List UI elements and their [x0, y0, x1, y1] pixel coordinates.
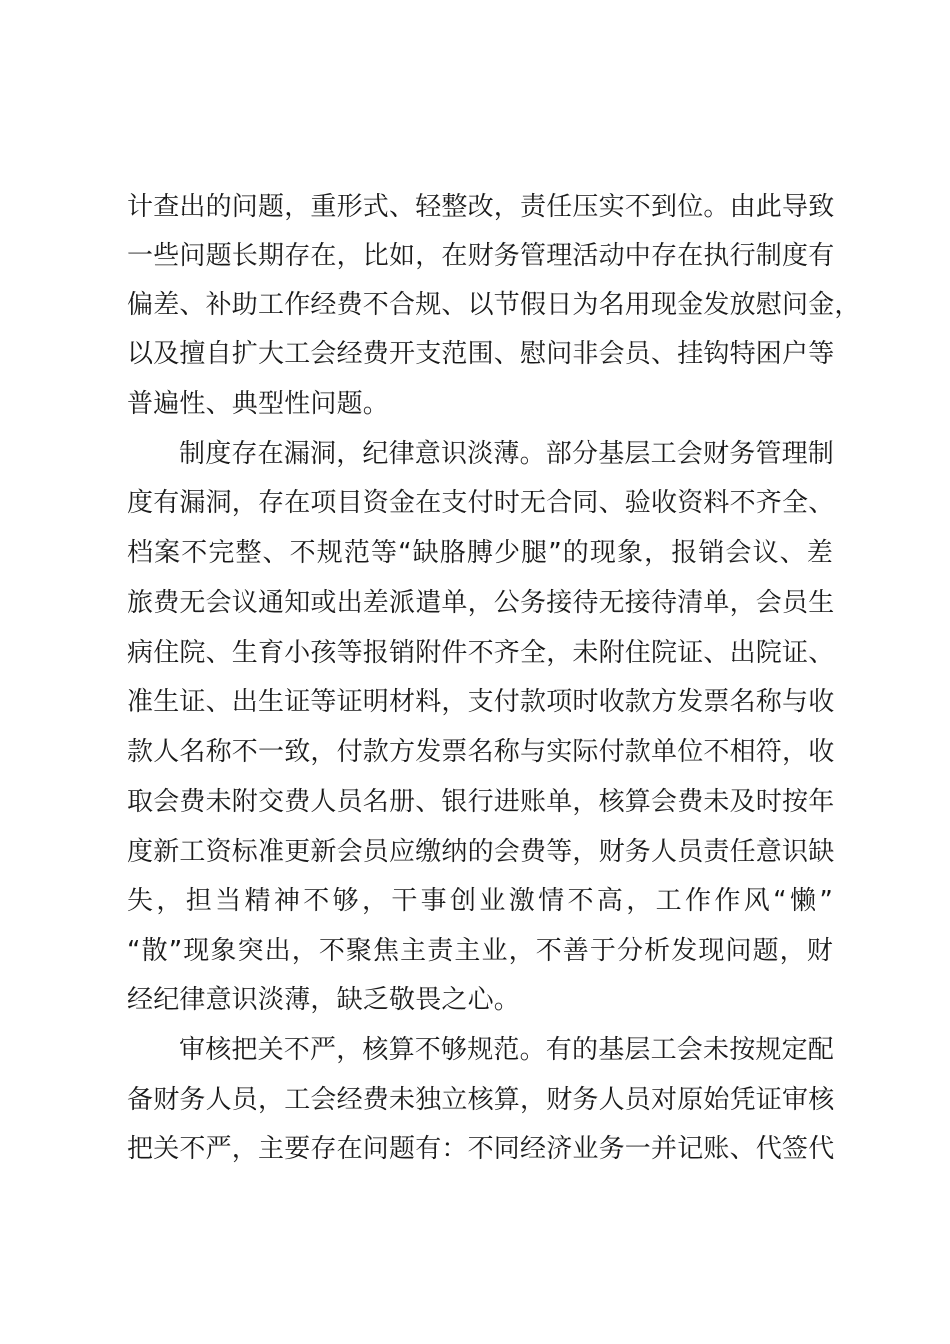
- text-line: 取会费未附交费人员名册、银行进账单，核算会费未及时按年: [127, 787, 835, 817]
- paragraph-first-line: 审核把关不严，核算不够规范。有的基层工会未按规定配: [179, 1035, 835, 1065]
- text-line: 普遍性、典型性问题。: [127, 389, 390, 419]
- text-line: 把关不严，主要存在问题有：不同经济业务一并记账、代签代: [127, 1134, 835, 1164]
- paragraph-first-line: 制度存在漏洞，纪律意识淡薄。部分基层工会财务管理制: [179, 439, 835, 469]
- text-line: 失，担当精神不够，干事创业激情不高，工作作风“懒”: [127, 886, 833, 916]
- text-line: 经纪律意识淡薄，缺乏敬畏之心。: [127, 985, 521, 1015]
- text-line: 款人名称不一致，付款方发票名称与实际付款单位不相符，收: [127, 737, 835, 767]
- text-line: 以及擅自扩大工会经费开支范围、慰问非会员、挂钩特困户等: [127, 339, 835, 369]
- text-line: “散”现象突出，不聚焦主责主业，不善于分析发现问题，财: [127, 936, 833, 966]
- text-line: 一些问题长期存在，比如，在财务管理活动中存在执行制度有: [127, 241, 835, 271]
- text-line: 度有漏洞，存在项目资金在支付时无合同、验收资料不齐全、: [127, 488, 835, 518]
- text-line: 偏差、补助工作经费不合规、以节假日为名用现金发放慰问金，: [127, 290, 861, 320]
- text-line: 度新工资标准更新会员应缴纳的会费等，财务人员责任意识缺: [127, 837, 835, 867]
- text-line: 旅费无会议通知或出差派遣单，公务接待无接待清单，会员生: [127, 588, 835, 618]
- text-line: 备财务人员，工会经费未独立核算，财务人员对原始凭证审核: [127, 1085, 835, 1115]
- text-line: 档案不完整、不规范等“缺胳膊少腿”的现象，报销会议、差: [127, 538, 833, 568]
- text-line: 病住院、生育小孩等报销附件不齐全，未附住院证、出院证、: [127, 638, 835, 668]
- text-line: 准生证、出生证等证明材料，支付款项时收款方发票名称与收: [127, 687, 835, 717]
- text-line: 计查出的问题，重形式、轻整改，责任压实不到位。由此导致: [127, 192, 835, 222]
